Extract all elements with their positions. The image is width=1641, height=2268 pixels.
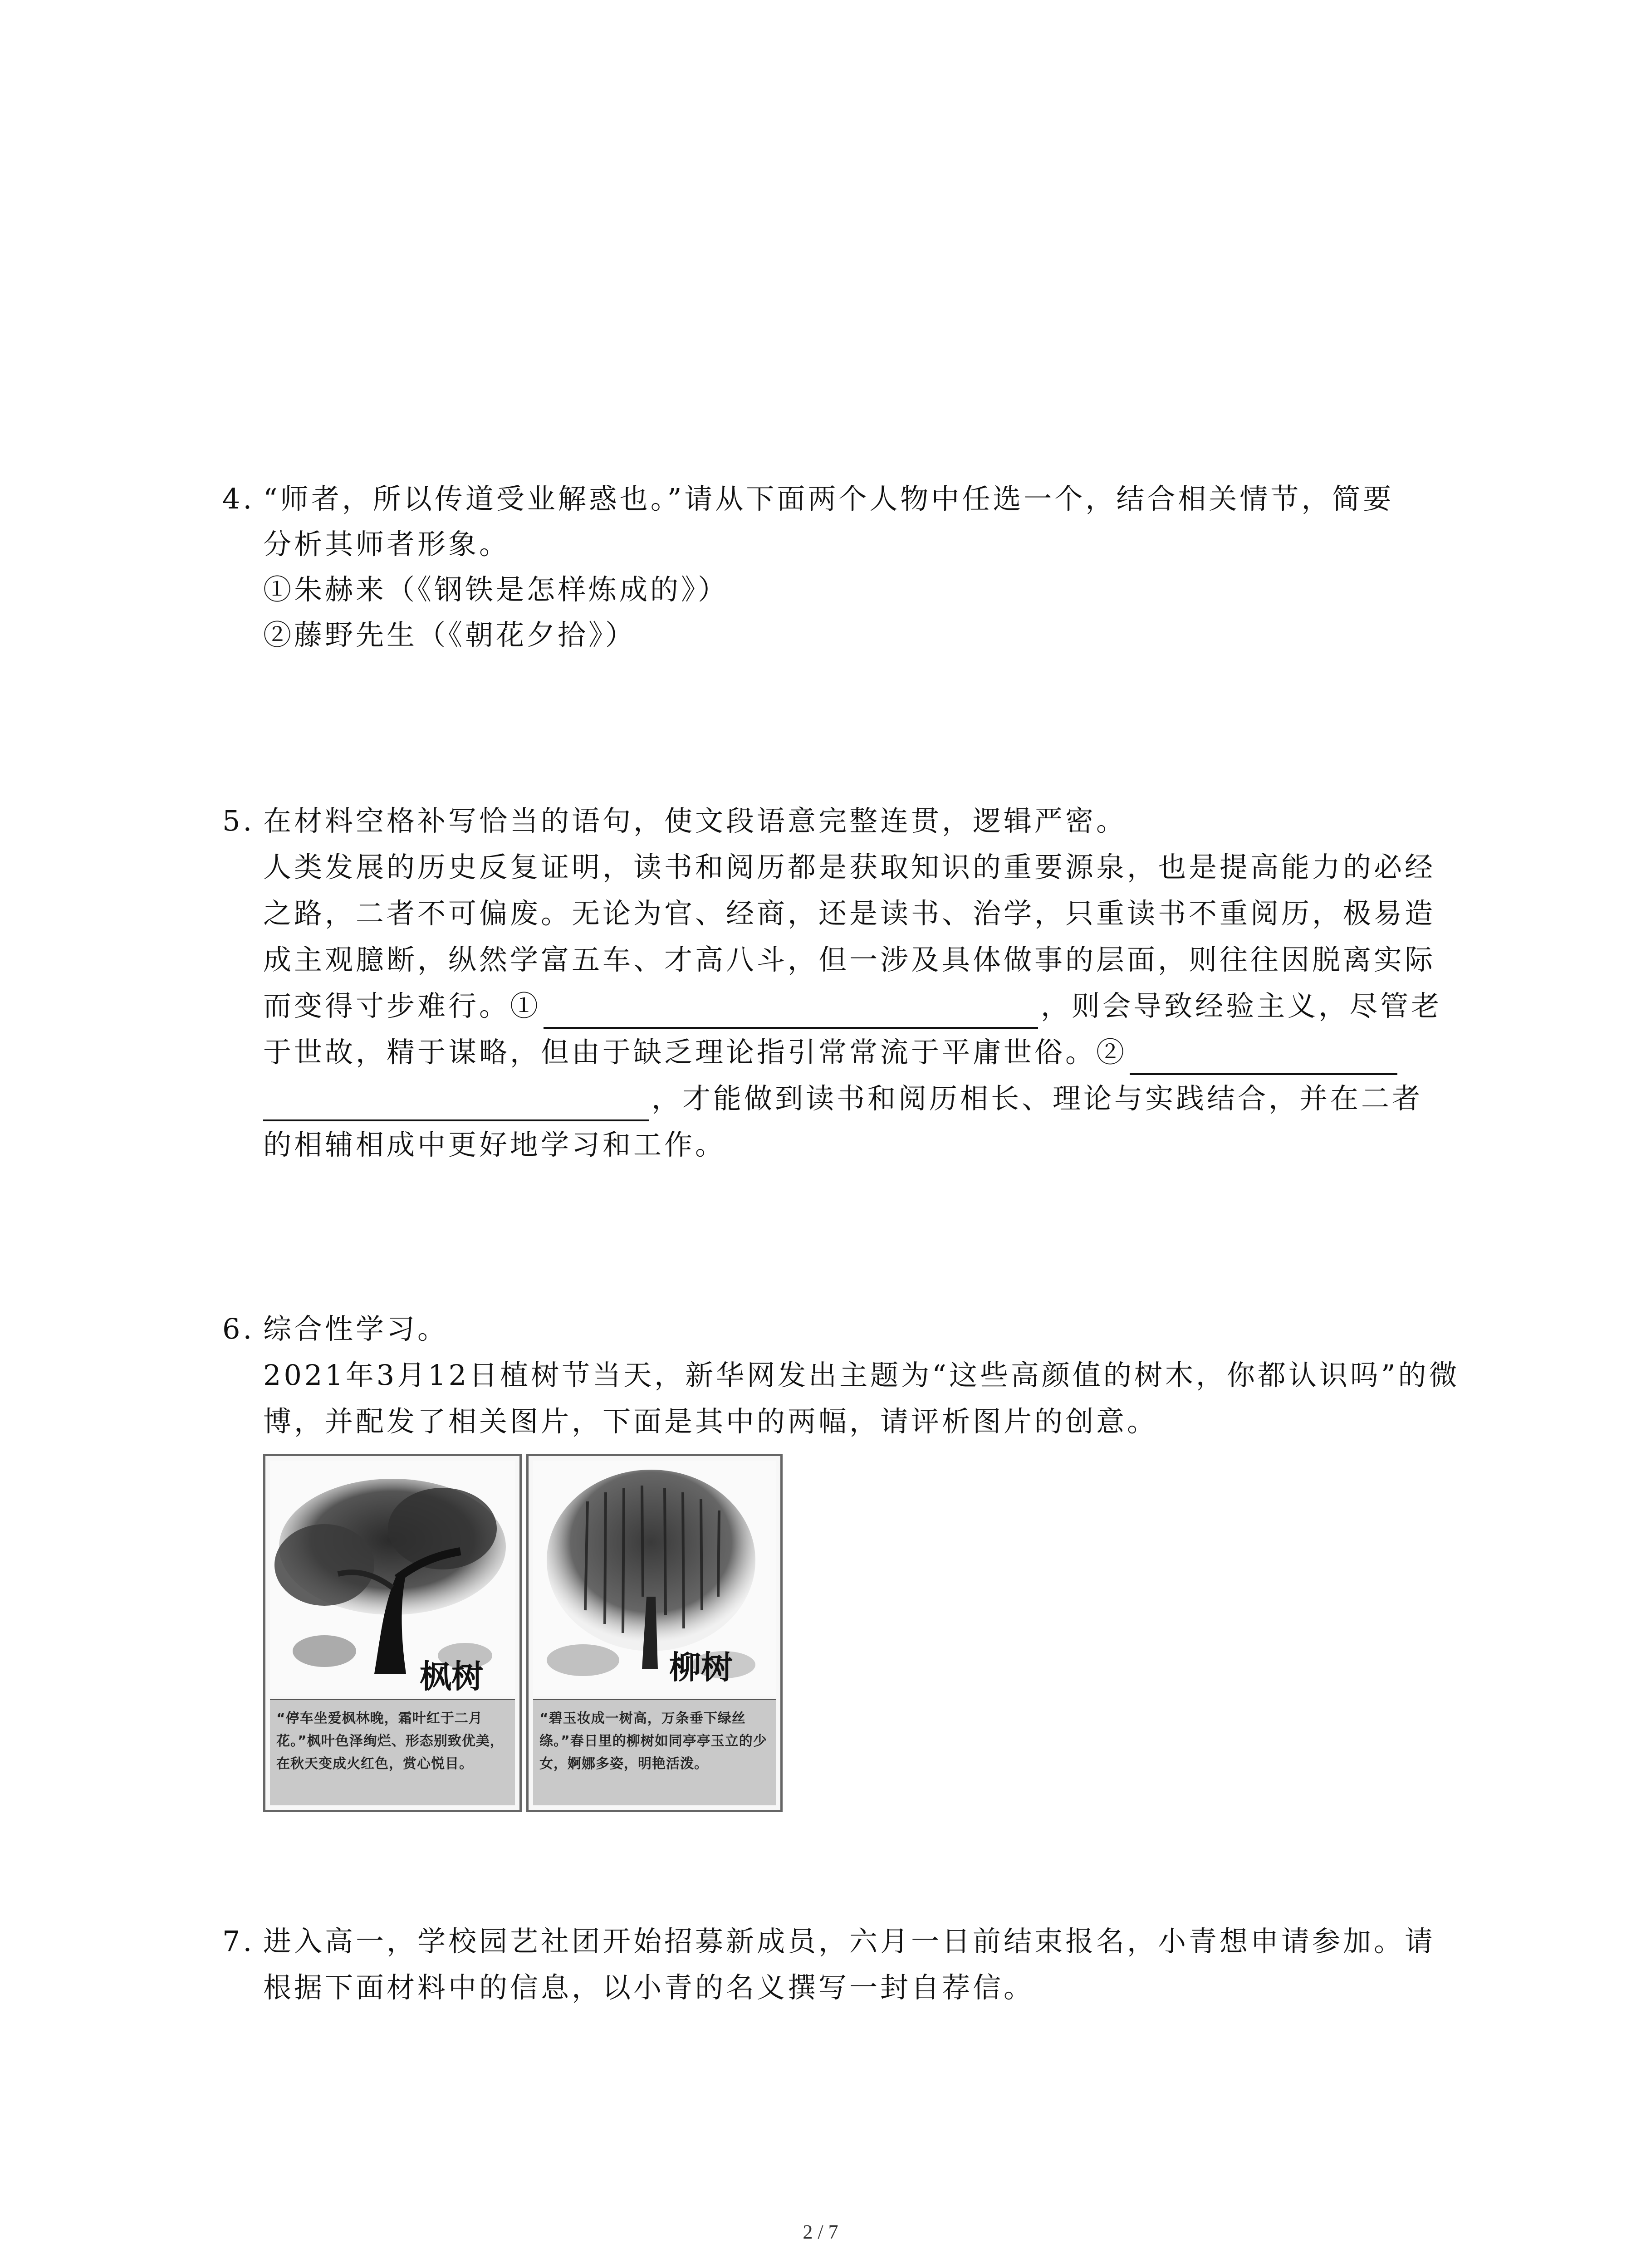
willow-tree-illustration — [533, 1461, 776, 1696]
question-5 — [222, 798, 1447, 1170]
maple-tree-label: 枫树 — [420, 1657, 483, 1695]
q5-line-5-start: 于世故，精于谋略，但由于缺乏理论指引常常流于平庸世俗。② — [263, 1036, 1127, 1069]
willow-caption-box — [533, 1699, 776, 1805]
q5-paragraph-line-7: 的相辅相成中更好地学习和工作。 — [263, 1128, 726, 1161]
q7-line-2: 根据下面材料中的信息，以小青的名义撰写一封自荐信。 — [263, 1971, 1035, 2004]
q5-line-4-start: 而变得寸步难行。① — [263, 989, 541, 1022]
q6-number: 6. — [222, 1312, 255, 1345]
willow-caption: “碧玉妆成一树高，万条垂下绿丝绦。”春日里的柳树如同亭亭玉立的少女，婀娜多姿，明艳活泼。 — [539, 1711, 767, 1772]
maple-caption-box — [270, 1699, 515, 1805]
q7-number: 7. — [222, 1925, 255, 1958]
q6-line-1: 2021年3月12日植树节当天，新华网发出主题为“这些高颜值的树木，你都认识吗”的微 — [263, 1359, 1460, 1392]
q4-number: 4. — [222, 482, 255, 515]
q5-paragraph-line-6 — [263, 1076, 1423, 1121]
q4-option-2: ②藤野先生（《朝花夕拾》） — [263, 618, 637, 651]
question-4 — [222, 476, 1447, 667]
question-7 — [222, 1919, 1447, 2014]
q5-paragraph-line-1: 人类发展的历史反复证明，读书和阅历都是获取知识的重要源泉，也是提高能力的必经 — [263, 850, 1436, 884]
q5-paragraph-line-3: 成主观臆断，纵然学富五车、才高八斗，但一涉及具体做事的层面，则往往因脱离实际 — [263, 943, 1436, 976]
q5-number: 5. — [222, 804, 255, 837]
q5-line-4-end: ，则会导致经验主义，尽管老 — [1041, 989, 1442, 1022]
willow-tree-card — [526, 1454, 783, 1812]
page-number: 2 / 7 — [803, 2221, 838, 2243]
answer-blank-2-part-1[interactable] — [1130, 1041, 1397, 1075]
q5-paragraph-line-4 — [263, 983, 1442, 1029]
q5-paragraph-line-2: 之路，二者不可偏废。无论为官、经商，还是读书、治学，只重读书不重阅历，极易造 — [263, 897, 1436, 930]
q4-option-1: ①朱赫来（《钢铁是怎样炼成的》） — [263, 573, 729, 606]
answer-blank-1[interactable] — [544, 994, 1038, 1029]
q4-line-2: 分析其师者形象。 — [263, 528, 510, 561]
q4-line-1: “师者，所以传道受业解惑也。”请从下面两个人物中任选一个，结合相关情节，简要 — [263, 482, 1394, 515]
maple-tree-illustration — [270, 1461, 515, 1696]
q6-line-2: 博，并配发了相关图片，下面是其中的两幅，请评析图片的创意。 — [263, 1405, 1158, 1438]
answer-blank-2-part-2[interactable] — [263, 1087, 649, 1121]
q7-line-1: 进入高一，学校园艺社团开始招募新成员，六月一日前结束报名，小青想申请参加。请 — [263, 1925, 1436, 1958]
maple-tree-card — [263, 1454, 522, 1812]
question-6 — [222, 1306, 1460, 1805]
maple-caption: “停车坐爱枫林晚，霜叶红于二月花。”枫叶色泽绚烂、形态别致优美，在秋天变成火红色，赏心悦目。 — [276, 1711, 504, 1772]
willow-tree-label: 柳树 — [669, 1648, 733, 1686]
q5-prompt: 在材料空格补写恰当的语句，使文段语意完整连贯，逻辑严密。 — [263, 804, 1127, 837]
q5-line-6-end: ，才能做到读书和阅历相长、理论与实践结合，并在二者 — [652, 1082, 1423, 1115]
q5-paragraph-line-5 — [263, 1030, 1400, 1075]
q6-title: 综合性学习。 — [263, 1312, 449, 1345]
